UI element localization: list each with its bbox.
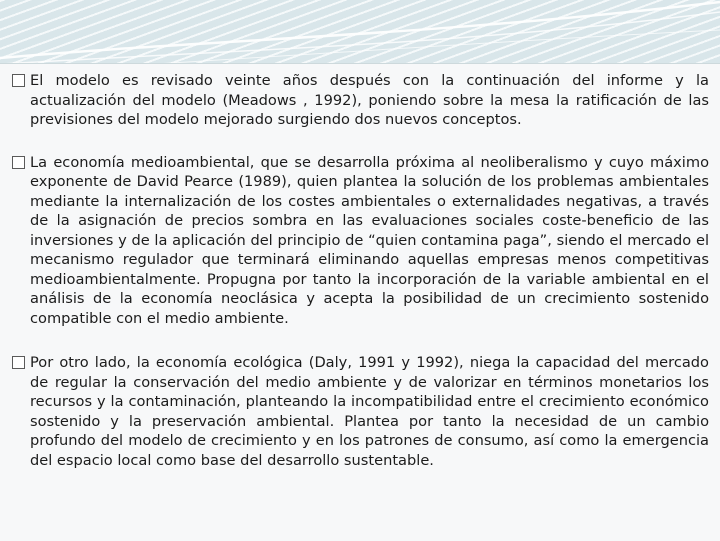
paragraph-text: El modelo es revisado veinte años después con la continuación del informe y la actualización del modelo (Meadows , 1992), poniendo sobre la mesa la ratificación de las previsiones del modelo mejorado surgiendo dos nuevos conceptos. <box>30 72 709 128</box>
paragraph-meadows <box>12 71 709 130</box>
paragraph-economia-medioambiental <box>12 153 709 329</box>
slide-body <box>12 71 709 470</box>
checkbox-square-icon <box>12 356 25 369</box>
paragraph-text: La economía medioambiental, que se desarrolla próxima al neoliberalismo y cuyo máximo exponente de David Pearce (1989), quien plantea la solución de los problemas ambientales mediante la internalización de los costes ambientales o externalidades negativas, a través de la asignación de precios sombra en las evaluaciones sociales coste-beneficio de las inversiones y de la aplicación del principio de “quien contamina paga”, siendo el mercado el mecanismo regulador que terminará eliminando aquellas empresas menos competitivas medioambientalmente. Propugna por tanto la incorporación de la variable ambiental en el análisis de la economía neoclásica y acepta la posibilidad de un crecimiento sostenido compatible con el medio ambiente. <box>30 153 709 327</box>
paragraph-economia-ecologica <box>12 353 709 470</box>
checkbox-square-icon <box>12 156 25 169</box>
checkbox-square-icon <box>12 74 25 87</box>
paragraph-text: Por otro lado, la economía ecológica (Daly, 1991 y 1992), niega la capacidad del mercado de regular la conservación del medio ambiente y de valorizar en términos monetarios los recursos y la contaminación, planteando la incompatibilidad entre el crecimiento económico sostenido y la preservación ambiental. Plantea por tanto la necesidad de un cambio profundo del modelo de crecimiento y en los patrones de consumo, así como la emergencia del espacio local como base del desarrollo sustentable. <box>30 354 709 469</box>
decorative-curves <box>0 0 720 70</box>
